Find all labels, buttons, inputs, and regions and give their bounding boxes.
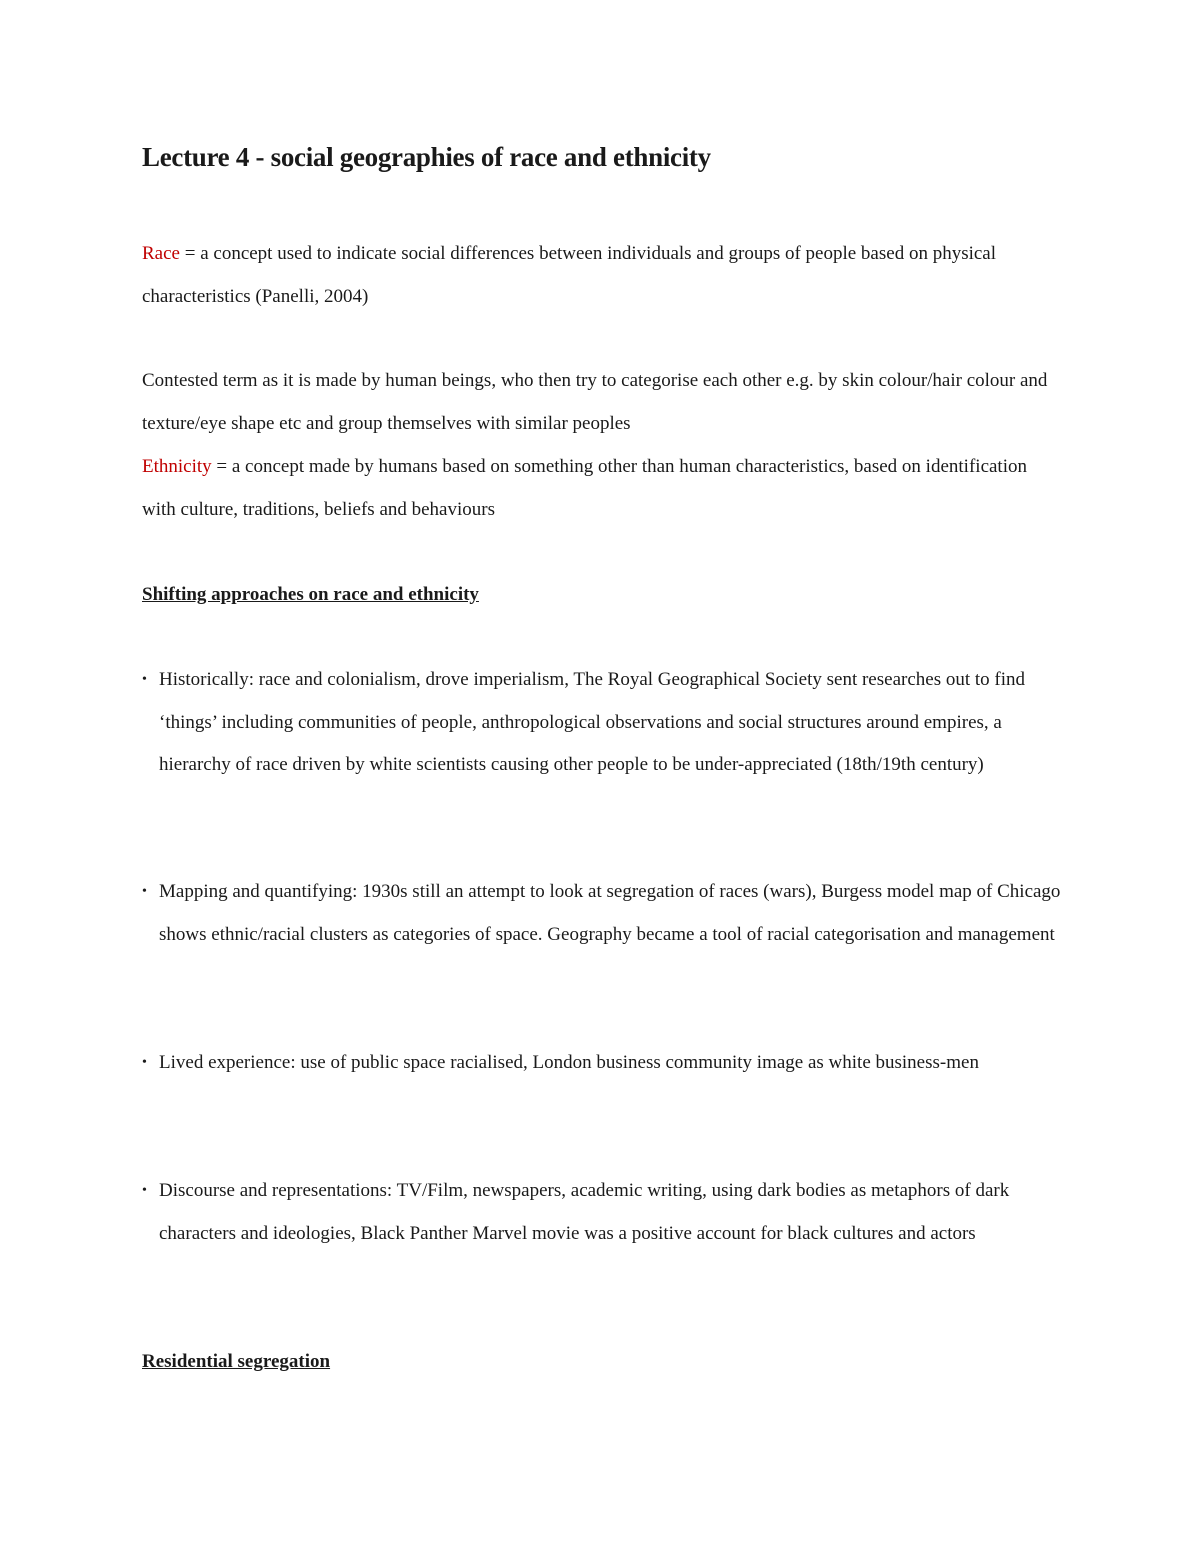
race-term: Race bbox=[142, 243, 180, 264]
bullet-item-historically bbox=[142, 659, 1062, 787]
ethnicity-term: Ethnicity bbox=[142, 456, 212, 477]
section-heading-residential-segregation: Residential segregation bbox=[142, 1351, 331, 1372]
bullet-item-discourse bbox=[142, 1170, 1062, 1255]
race-definition bbox=[142, 233, 1062, 318]
page-title: Lecture 4 - social geographies of race and ethnicity bbox=[142, 142, 711, 172]
ethnicity-definition bbox=[142, 446, 1062, 531]
bullet-marker: • bbox=[142, 1055, 147, 1070]
bullet-marker: • bbox=[142, 1183, 147, 1198]
section-heading-shifting-approaches: Shifting approaches on race and ethnicity bbox=[142, 584, 479, 605]
race-definition-text: = a concept used to indicate social differences between individuals and groups of people based on physical characteristics (Panelli, 2004) bbox=[142, 243, 997, 307]
bullet-marker: • bbox=[142, 884, 147, 899]
bullet-item-mapping bbox=[142, 871, 1062, 956]
bullet-text: Historically: race and colonialism, drove imperialism, The Royal Geographical Society sent researches out to find ‘things’ including communities of people, anthropological observations and social structures around empires, a hierarchy of race driven by white scientists causing other people to be under-appreciated (18th/19th century) bbox=[159, 669, 1026, 776]
bullet-text: Mapping and quantifying: 1930s still an attempt to look at segregation of races (wars), Burgess model map of Chicago shows ethnic/racial clusters as categories of space. Geography became a tool of racial categorisation and management bbox=[159, 881, 1061, 945]
bullet-marker: • bbox=[142, 672, 147, 687]
bullet-item-lived-experience bbox=[142, 1042, 1062, 1085]
bullet-text: Discourse and representations: TV/Film, newspapers, academic writing, using dark bodies as metaphors of dark characters and ideologies, Black Panther Marvel movie was a positive account for black cultures and actors bbox=[159, 1180, 1010, 1244]
contested-paragraph: Contested term as it is made by human beings, who then try to categorise each other e.g. by skin colour/hair colour and texture/eye shape etc and group themselves with similar peoples bbox=[142, 370, 1048, 434]
ethnicity-definition-text: = a concept made by humans based on something other than human characteristics, based on identification with culture, traditions, beliefs and behaviours bbox=[142, 456, 1027, 520]
bullet-text: Lived experience: use of public space racialised, London business community image as white business-men bbox=[159, 1052, 979, 1073]
